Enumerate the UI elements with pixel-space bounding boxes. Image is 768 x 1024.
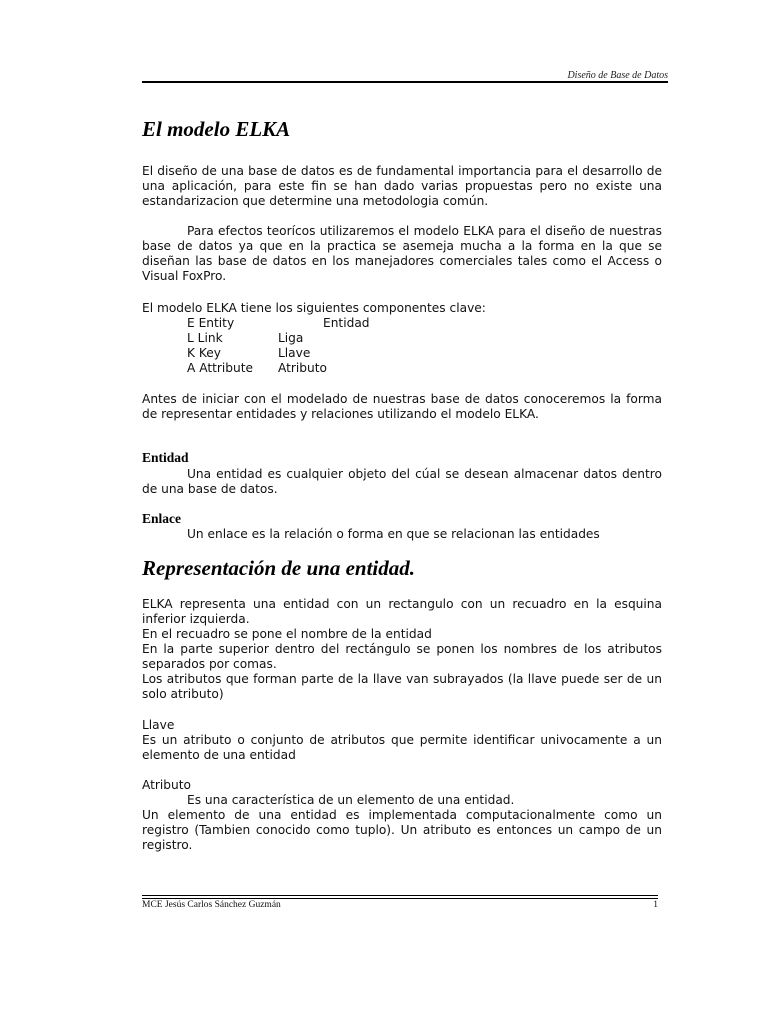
page-number: 1: [653, 900, 658, 910]
representation-line: En la parte superior dentro del rectángulo se ponen los nombres de los atributos separados por comas.: [142, 642, 662, 671]
heading-entidad: Entidad: [142, 450, 189, 465]
footer-author: MCE Jesús Carlos Sánchez Guzmán: [142, 900, 281, 910]
heading-enlace: Enlace: [142, 511, 181, 526]
component-spanish: Entidad: [323, 316, 370, 330]
paragraph-elka-usage: Para efectos teorícos utilizaremos el modelo ELKA para el diseño de nuestras base de datos ya que en la practica se asemeja mucha a la forma en la que se diseñan las base de datos en los manejadores comerciales tales como el Access o Visual FoxPro.: [142, 224, 662, 283]
section-title-representation: Representación de una entidad.: [142, 556, 416, 580]
running-header: Diseño de Base de Datos: [567, 70, 668, 81]
representation-line: Los atributos que forman parte de la llave van subrayados (la llave puede ser de un solo atributo): [142, 672, 662, 701]
component-english: A Attribute: [187, 361, 254, 375]
enlace-definition: Un enlace es la relación o forma en que se relacionan las entidades: [187, 527, 600, 541]
llave-definition: Es un atributo o conjunto de atributos que permite identificar univocamente a un elemento de una entidad: [142, 733, 662, 762]
component-english: K Key: [187, 346, 221, 360]
section-title-elka: El modelo ELKA: [142, 117, 291, 141]
representation-line: ELKA representa una entidad con un rectangulo con un recuadro en la esquina inferior izquierda.: [142, 597, 662, 626]
footer-rule: [142, 898, 658, 899]
component-spanish: Atributo: [278, 361, 327, 375]
component-english: L Link: [187, 331, 223, 345]
representation-line: En el recuadro se pone el nombre de la entidad: [142, 627, 432, 641]
atributo-definition: Es una característica de un elemento de una entidad.: [187, 793, 515, 807]
footer-rule: [142, 895, 658, 896]
entidad-definition: Una entidad es cualquier objeto del cúal se desean almacenar datos dentro de una base de datos.: [142, 467, 662, 496]
llave-label: Llave: [142, 718, 175, 732]
header-rule: [142, 81, 668, 83]
atributo-explanation: Un elemento de una entidad es implementada computacionalmente como un registro (Tambien conocido como tuplo). Un atributo es entonces un campo de un registro.: [142, 808, 662, 852]
paragraph-before-modeling: Antes de iniciar con el modelado de nuestras base de datos conoceremos la forma de representar entidades y relaciones utilizando el modelo ELKA.: [142, 392, 662, 421]
atributo-label: Atributo: [142, 778, 191, 792]
component-spanish: Liga: [278, 331, 304, 345]
component-spanish: Llave: [278, 346, 311, 360]
component-english: E Entity: [187, 316, 235, 330]
paragraph-intro: El diseño de una base de datos es de fundamental importancia para el desarrollo de una aplicación, para este fin se han dado varias propuestas pero no existe una estandarizacion que determine una metodologia común.: [142, 164, 662, 208]
components-intro: El modelo ELKA tiene los siguientes componentes clave:: [142, 301, 486, 315]
